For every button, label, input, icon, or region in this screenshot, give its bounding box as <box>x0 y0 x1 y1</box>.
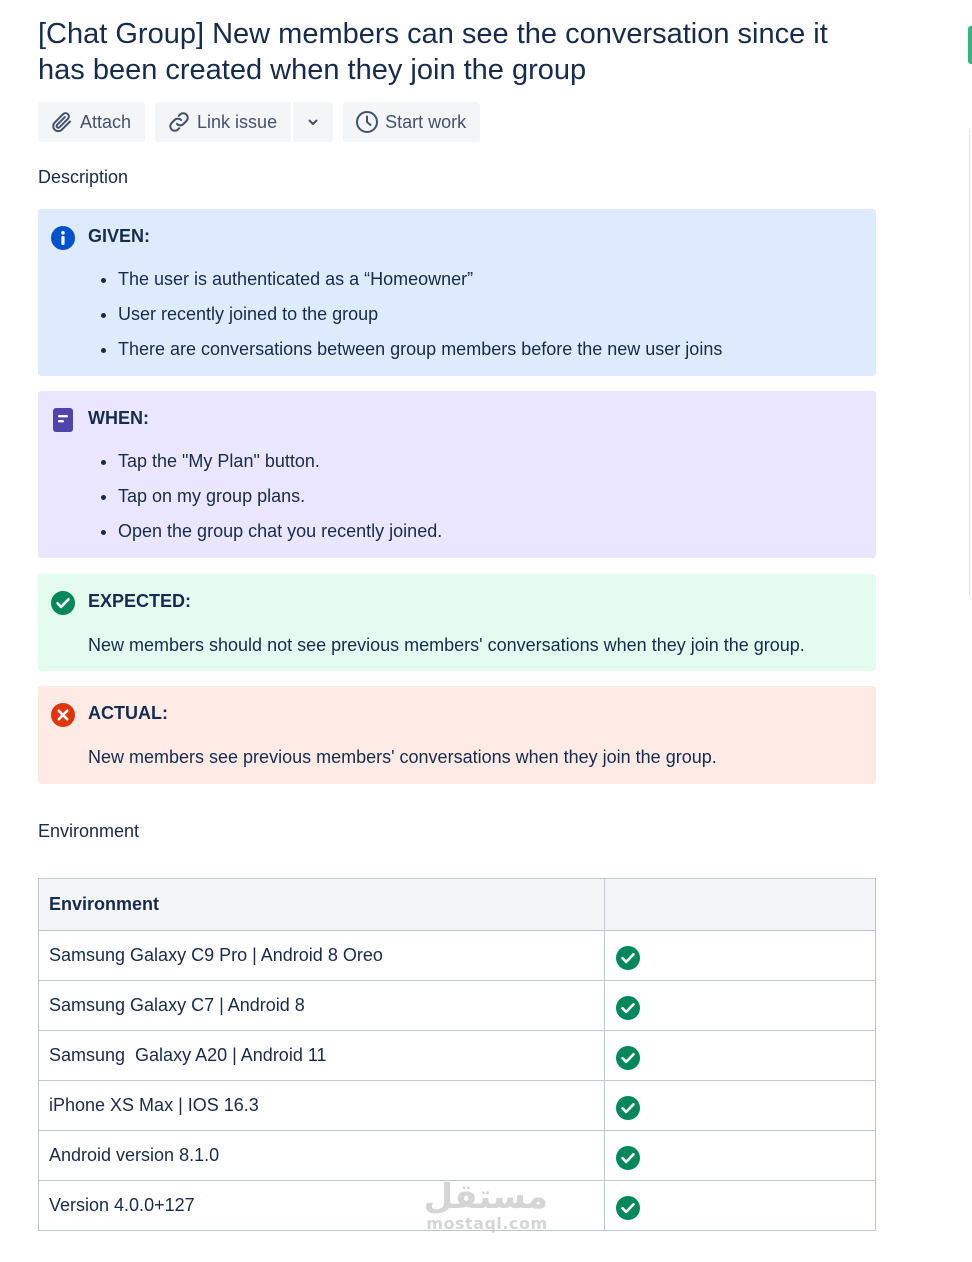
paperclip-icon <box>50 110 74 134</box>
when-title: WHEN: <box>88 408 149 428</box>
start-work-button[interactable] <box>343 102 480 142</box>
table-row <box>39 981 876 1031</box>
table-header-status <box>605 879 876 931</box>
list-item: • Open the group chat you recently joined. <box>118 519 838 543</box>
given-list <box>118 267 838 372</box>
table-cell: iPhone XS Max | IOS 16.3 <box>39 1081 605 1131</box>
table-row <box>39 1081 876 1131</box>
attach-label: Attach <box>80 111 132 132</box>
expected-title: EXPECTED: <box>88 591 192 611</box>
list-item: • Tap on my group plans. <box>118 484 838 508</box>
note-panel-when <box>38 391 876 558</box>
table-cell: Samsung Galaxy A20 | Android 11 <box>39 1031 605 1081</box>
actual-text: New members see previous members' conversations when they join the group. <box>88 747 717 767</box>
table-header-environment: Environment <box>39 879 605 931</box>
description-heading: Description <box>38 167 129 187</box>
table-cell-status <box>605 1181 876 1231</box>
info-panel-given <box>38 209 876 376</box>
table-row <box>39 1031 876 1081</box>
issue-toolbar <box>38 102 480 142</box>
attach-button[interactable] <box>38 102 145 142</box>
watermark-arabic: مستقل <box>423 1177 548 1217</box>
link-issue-dropdown-button[interactable] <box>293 102 333 142</box>
link-issue-button[interactable] <box>155 102 291 142</box>
given-title: GIVEN: <box>88 226 151 246</box>
watermark-logo <box>423 1177 548 1233</box>
table-cell-status <box>605 981 876 1031</box>
list-item: • Tap the "My Plan" button. <box>118 449 838 473</box>
status-indicator <box>968 26 972 64</box>
clock-icon <box>355 110 379 134</box>
issue-title[interactable]: [Chat Group] New members can see the conversation since it has been created when they join the group <box>38 18 828 86</box>
table-cell: Samsung Galaxy C7 | Android 8 <box>39 981 605 1031</box>
table-cell: Version 4.0.0+127 <box>39 1181 605 1231</box>
check-circle-icon <box>615 1145 641 1171</box>
list-item: • The user is authenticated as a “Homeowner” <box>118 267 838 291</box>
panel-divider <box>969 130 970 595</box>
check-circle-icon <box>615 995 641 1021</box>
watermark-latin: mostaql.com <box>426 1214 548 1233</box>
table-row <box>39 1131 876 1181</box>
environment-heading: Environment <box>38 821 140 841</box>
table-header-row <box>39 879 876 931</box>
table-cell-status <box>605 1131 876 1181</box>
error-panel-actual <box>38 686 876 784</box>
list-item: • There are conversations between group members before the new user joins <box>118 337 838 361</box>
table-cell: Samsung Galaxy C9 Pro | Android 8 Oreo <box>39 931 605 981</box>
info-icon <box>50 225 76 251</box>
chevron-down-icon <box>306 115 320 129</box>
link-issue-label: Link issue <box>197 111 278 132</box>
table-cell: Android version 8.1.0 <box>39 1131 605 1181</box>
table-cell-status <box>605 1031 876 1081</box>
check-circle-icon <box>615 945 641 971</box>
link-issue-group <box>155 102 333 142</box>
when-list <box>118 449 838 554</box>
link-icon <box>167 110 191 134</box>
check-circle-icon <box>615 1195 641 1221</box>
check-circle-icon <box>615 1045 641 1071</box>
table-row <box>39 931 876 981</box>
actual-title: ACTUAL: <box>88 703 168 723</box>
start-work-label: Start work <box>385 111 467 132</box>
check-circle-icon <box>50 590 76 616</box>
expected-text: New members should not see previous members' conversations when they join the group. <box>88 635 805 655</box>
table-cell-status <box>605 1081 876 1131</box>
right-panel-edge <box>966 0 972 600</box>
note-icon <box>50 407 76 433</box>
list-item: • User recently joined to the group <box>118 302 838 326</box>
table-cell-status <box>605 931 876 981</box>
error-icon <box>50 702 76 728</box>
success-panel-expected <box>38 574 876 671</box>
check-circle-icon <box>615 1095 641 1121</box>
